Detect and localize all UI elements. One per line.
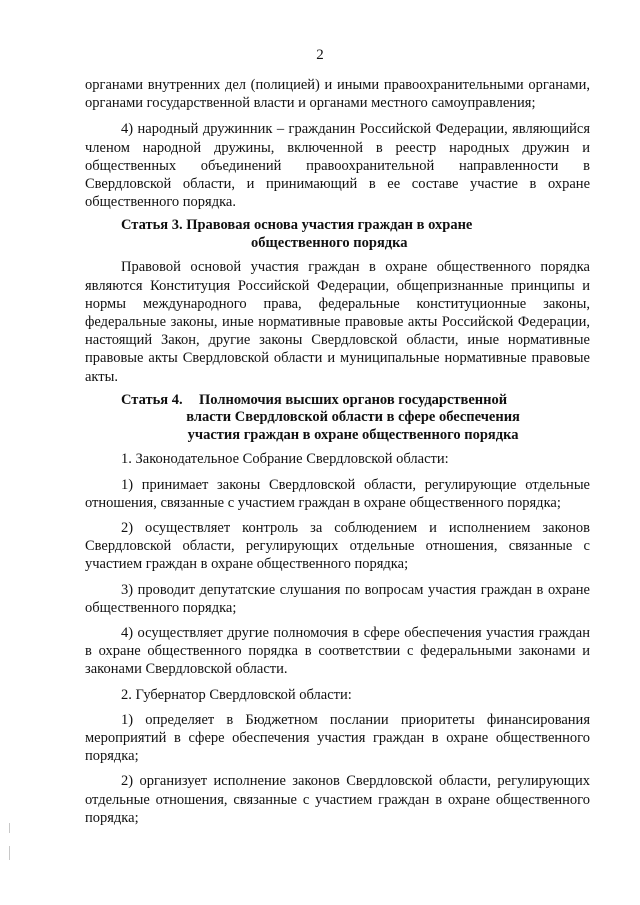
article-4-item: 1. Законодательное Собрание Свердловской области: — [121, 451, 449, 468]
article-4-item: 3) проводит депутатские слушания по вопросам участия граждан в охране общественного порядка; — [85, 581, 590, 616]
article-4-item: 1) определяет в Бюджетном послании приоритеты финансирования мероприятий в сфере обеспечения участия граждан в охране общественного порядка; — [85, 711, 590, 765]
article-4-title-line: участия граждан в охране общественного порядка — [187, 426, 519, 443]
article-3-title-line: Правовая основа участия граждан в охране — [186, 217, 473, 234]
article-3-label: Статья 3. — [121, 217, 183, 234]
page-number: 2 — [316, 47, 324, 63]
article-3-body: Правовой основой участия граждан в охране общественного порядка являются Конституция Российской Федерации, общепризнанные принципы и нормы международного права, федеральные конституционные законы, федеральные законы, иные нормативные правовые акты Российской Федерации, настоящий Закон, другие законы Свердловской области, иные нормативные правовые акты Свердловской области и муниципальные нормативные правовые акты. — [85, 259, 590, 385]
article-3-title — [186, 217, 472, 252]
scan-artifact — [9, 823, 10, 833]
article-4-item: 2) осуществляет контроль за соблюдением и исполнением законов Свердловской области, регулирующих отдельные отношения, связанные с участием граждан в охране общественного порядка; — [85, 519, 590, 573]
article-4-item: 4) осуществляет другие полномочия в сфере обеспечения участия граждан в охране общественного порядка в соответствии с федеральными законами и законами Свердловской области. — [85, 624, 590, 678]
article-4-title-line: власти Свердловской области в сфере обеспечения — [186, 409, 520, 426]
article-3-heading — [121, 217, 590, 252]
article-4-title — [186, 392, 520, 445]
article-4-item: 2) организует исполнение законов Свердловской области, регулирующих отдельные отношения, связанные с участием граждан в охране общественного порядка; — [85, 773, 590, 826]
article-4-item: 1) принимает законы Свердловской области, регулирующие отдельные отношения, связанные с участием граждан в охране общественного порядка; — [85, 476, 590, 511]
document-body — [85, 76, 590, 827]
article-3-title-line: общественного порядка — [251, 234, 408, 251]
article-4-item: 2. Губернатор Свердловской области: — [121, 686, 352, 703]
paragraph-item-4: 4) народный дружинник – гражданин Российской Федерации, являющийся членом народной дружины, включенной в реестр народных дружин и общественных объединений правоохранительной направленности в Свердловской области, и принимающий в ее составе участие в охране общественного порядка. — [85, 121, 590, 211]
paragraph-continuation: органами внутренних дел (полицией) и иными правоохранительными органами, органами государственной власти и органами местного самоуправления; — [85, 77, 590, 112]
article-4-heading — [121, 392, 590, 445]
scan-artifact — [9, 846, 10, 860]
article-4-label: Статья 4. — [121, 391, 183, 408]
article-4-title-line: Полномочия высших органов государственной — [199, 391, 508, 408]
